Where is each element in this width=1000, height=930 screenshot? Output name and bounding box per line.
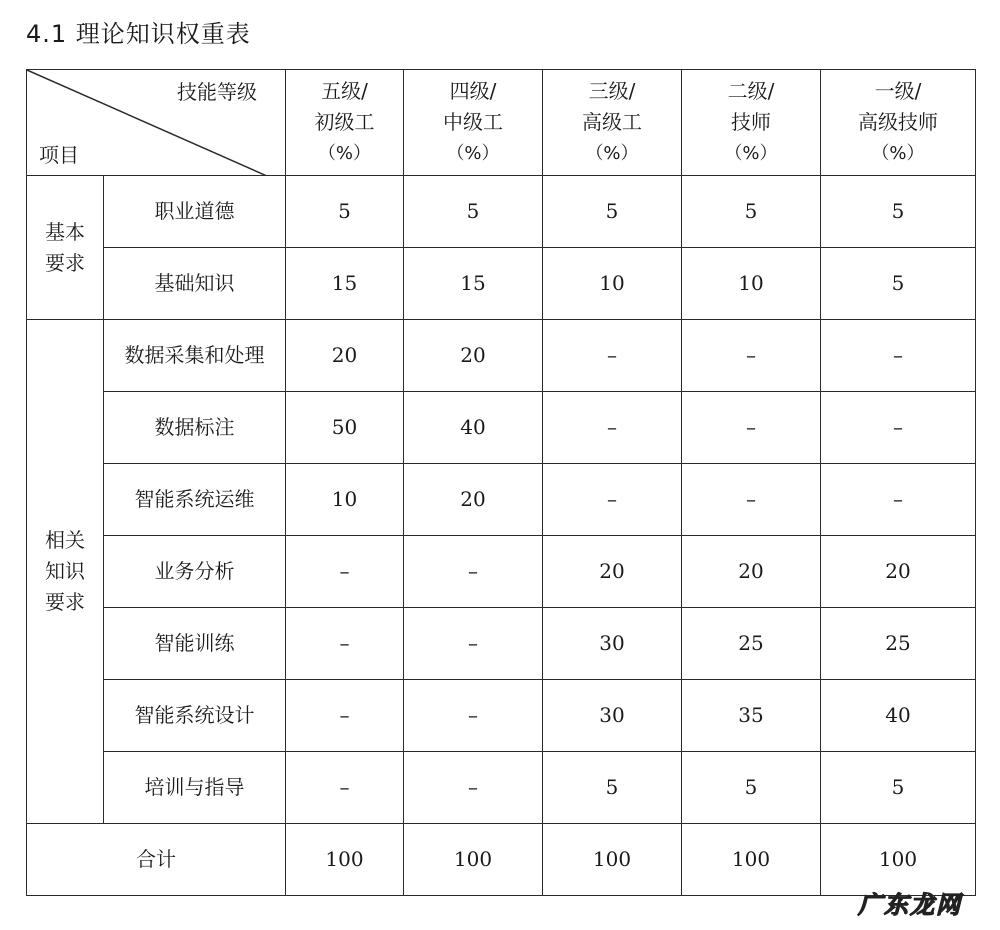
item-name-cell: 智能系统设计 (104, 680, 286, 752)
weight-cell: – (404, 608, 543, 680)
group-label-line: 要求 (45, 590, 85, 614)
weight-cell: – (286, 608, 404, 680)
item-name-cell: 智能训练 (104, 608, 286, 680)
table-row (27, 608, 976, 680)
table-row (27, 392, 976, 464)
weight-cell: – (286, 752, 404, 824)
item-name-cell: 智能系统运维 (104, 464, 286, 536)
item-label: 项目 (39, 143, 79, 167)
total-row (27, 824, 976, 896)
table-row (27, 176, 976, 248)
weight-cell: – (682, 320, 821, 392)
group-label-cell (27, 320, 104, 824)
total-value-cell: 100 (404, 824, 543, 896)
weight-cell: 40 (404, 392, 543, 464)
weight-cell: 15 (286, 248, 404, 320)
weight-cell: 25 (821, 608, 976, 680)
diagonal-header-cell (27, 70, 286, 176)
weight-cell: – (821, 464, 976, 536)
level-header-5: 五级/ 初级工 （%） (286, 70, 404, 176)
weight-cell: 35 (682, 680, 821, 752)
weight-cell: 30 (543, 680, 682, 752)
weight-cell: 10 (543, 248, 682, 320)
weight-cell: 15 (404, 248, 543, 320)
weight-cell: – (682, 392, 821, 464)
weight-cell: – (404, 680, 543, 752)
group-label-line: 基本 (45, 219, 85, 244)
weight-cell: 20 (821, 536, 976, 608)
item-name-cell: 数据采集和处理 (104, 320, 286, 392)
weight-cell: 50 (286, 392, 404, 464)
group-label-cell (27, 176, 104, 320)
page-title: 4.1 理论知识权重表 (26, 20, 251, 48)
weight-cell: 5 (543, 176, 682, 248)
table-row (27, 248, 976, 320)
weight-cell: – (543, 392, 682, 464)
weight-cell: 5 (682, 176, 821, 248)
weight-cell: – (543, 464, 682, 536)
weight-cell: 5 (543, 752, 682, 824)
skill-level-label: 技能等级 (177, 80, 257, 104)
level-header-2: 二级/ 技师 （%） (682, 70, 821, 176)
weight-cell: 5 (286, 176, 404, 248)
weight-cell: – (821, 392, 976, 464)
table-row (27, 680, 976, 752)
total-value-cell: 100 (682, 824, 821, 896)
weight-cell: 20 (404, 320, 543, 392)
weight-cell: 10 (682, 248, 821, 320)
table-row (27, 320, 976, 392)
weight-cell: 5 (821, 752, 976, 824)
weight-cell: 10 (286, 464, 404, 536)
total-value-cell: 100 (543, 824, 682, 896)
weight-cell: – (286, 680, 404, 752)
group-label-line: 要求 (45, 250, 85, 275)
group-label-line: 相关 (45, 528, 85, 552)
total-label-cell: 合计 (27, 824, 286, 896)
weight-cell: 5 (404, 176, 543, 248)
weight-cell: – (404, 752, 543, 824)
item-name-cell: 培训与指导 (104, 752, 286, 824)
weight-cell: 20 (286, 320, 404, 392)
weight-cell: 5 (682, 752, 821, 824)
weight-cell: 30 (543, 608, 682, 680)
weight-cell: 40 (821, 680, 976, 752)
weight-cell: – (404, 536, 543, 608)
weight-cell: 20 (404, 464, 543, 536)
item-name-cell: 职业道德 (104, 176, 286, 248)
weight-cell: – (543, 320, 682, 392)
weight-cell: 5 (821, 176, 976, 248)
weight-cell: – (682, 464, 821, 536)
knowledge-weight-table (26, 69, 976, 896)
level-header-4: 四级/ 中级工 （%） (404, 70, 543, 176)
table-row (27, 464, 976, 536)
level-header-1: 一级/ 高级技师 （%） (821, 70, 976, 176)
watermark-logo: 广东龙网 (858, 891, 962, 919)
total-value-cell: 100 (286, 824, 404, 896)
header-row (27, 70, 976, 176)
item-name-cell: 数据标注 (104, 392, 286, 464)
weight-cell: 5 (821, 248, 976, 320)
table-row (27, 536, 976, 608)
item-name-cell: 基础知识 (104, 248, 286, 320)
total-value-cell: 100 (821, 824, 976, 896)
weight-cell: 20 (543, 536, 682, 608)
weight-cell: 20 (682, 536, 821, 608)
level-header-3: 三级/ 高级工 （%） (543, 70, 682, 176)
weight-cell: 25 (682, 608, 821, 680)
weight-cell: – (821, 320, 976, 392)
item-name-cell: 业务分析 (104, 536, 286, 608)
table-row (27, 752, 976, 824)
weight-cell: – (286, 536, 404, 608)
group-label-line: 知识 (45, 559, 85, 583)
